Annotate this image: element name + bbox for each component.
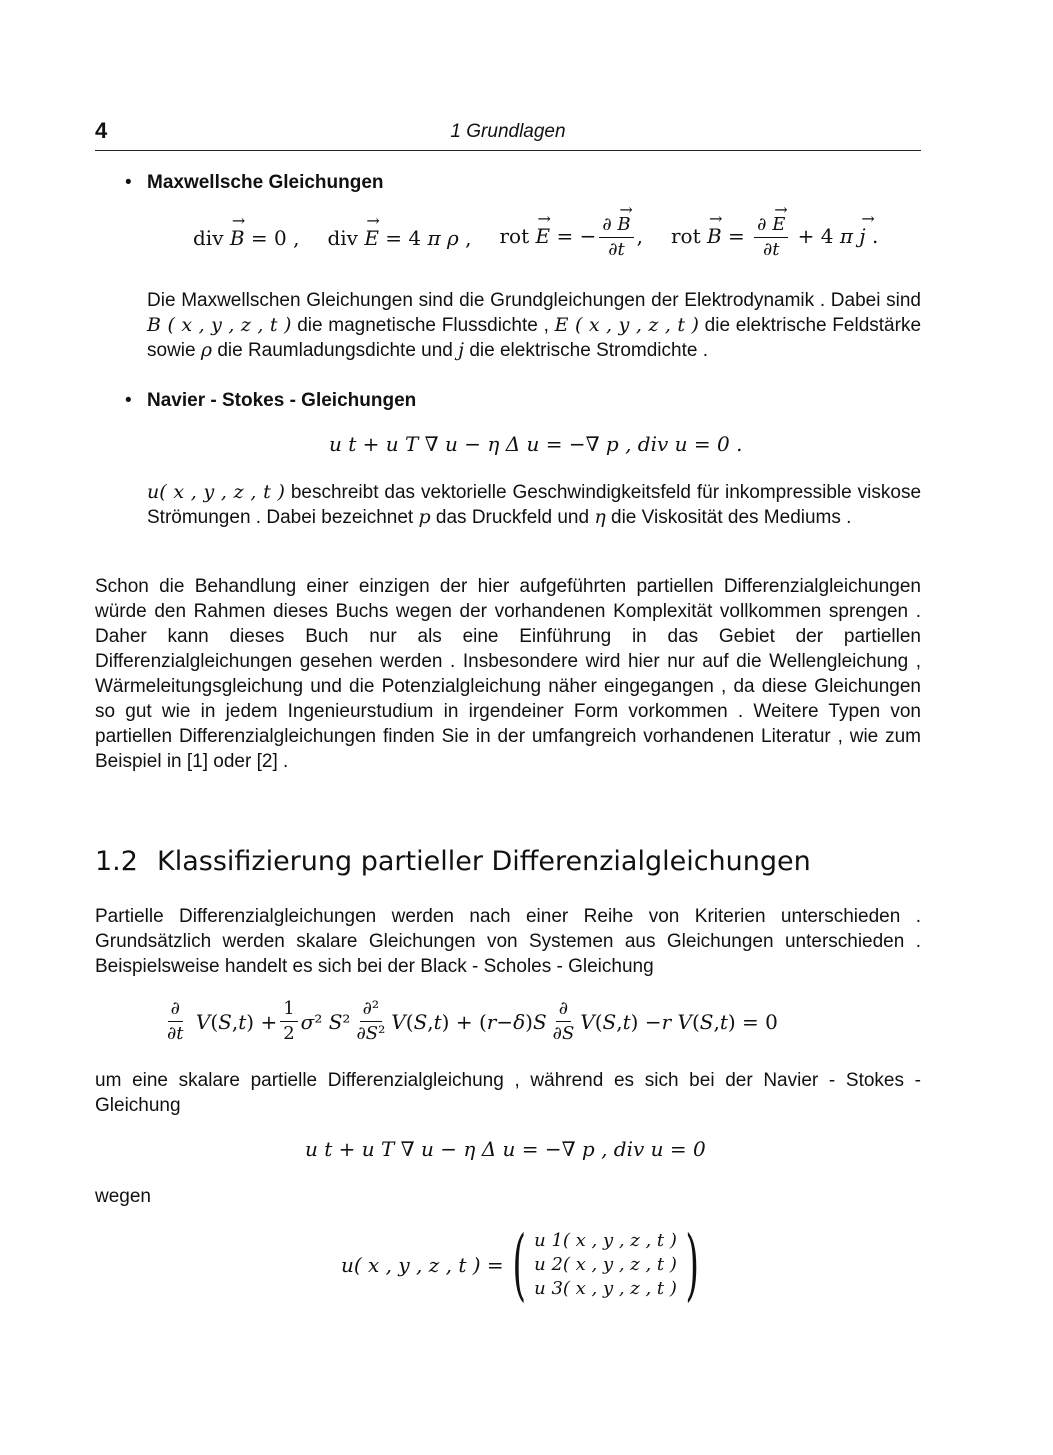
navier-equation-2: u t + u T ∇ u − η Δ u = −∇ p , div u = 0 [305,1137,706,1161]
column-vector: ( u 1( x , y , z , t ) u 2( x , y , z , t ) u 3( x , y , z , t ) ) [512,1220,699,1310]
section-number: 1.2 [95,846,138,877]
bullet-dot: • [125,172,132,193]
bullet-title-text: Maxwellsche Gleichungen [147,172,384,193]
bullet-navier-title [125,390,416,412]
vector-row: u 1( x , y , z , t ) [534,1230,677,1251]
vector-row: u 2( x , y , z , t ) [534,1254,677,1275]
paragraph-scope: Schon die Behandlung einer einzigen der hier aufgeführten partiellen Differenzialgleichungen würde den Rahmen dieses Buchs wegen der vorhandenen Komplexität vollkommen sprengen . Daher kann dieses Buch nur als eine Einführung in das Gebiet der partiellen Differenzialgleichungen gesehen werden . Insbesondere wird hier nur auf die Wellengleichung , Wärmeleitungsgleichung und die Potenzialgleichung näher eingegangen , da diese Gleichungen so gut wie in jedem Ingenieurstudium in irgendeiner Form vorkommen . Weitere Typen von partiellen Differenzialgleichungen finden Sie in der umfangreich vorhandenen Literatur , wie zum Beispiel in [1] oder [2] . [95,576,921,772]
bullet-dot: • [125,390,132,411]
maxwell-eq1: div → B = 0 , [193,226,299,250]
black-scholes-equation: $\frac{\partial}{\partial t}$ V ( S , t ) + $\frac{1}{2}$ σ ² S ² $\frac{\text{∂²}}{\text{∂S²}}$ V ( S , t ) + ( r − δ ) S $\frac{\partial}{\partial S}$ V ( S , t ) − r V ( S , t ) = 0 [167,998,778,1044]
maxwell-equations [193,214,878,261]
paragraph-scalar: um eine skalare partielle Differenzialgleichung , während es sich bei der Navier - Stokes - Gleichung [95,1070,921,1116]
page-number: 4 [95,118,108,143]
document-page [95,0,921,1455]
running-header [95,118,921,151]
paragraph-wegen: wegen [95,1186,151,1207]
vector-row: u 3( x , y , z , t ) [534,1278,677,1299]
vector-definition [341,1220,707,1310]
maxwell-description: Die Maxwellschen Gleichungen sind die Grundgleichungen der Elektrodynamik . Dabei sind B ( x , y , z , t ) die magnetische Flussdichte , E ( x , y , z , t ) die elektrische Feldstärke sowie ρ die Raumladungsdichte und j die elektrische Stromdichte . [147,290,922,361]
maxwell-eq3: rot → E = − $\frac{\partial \to B}{\partial t}$ , [500,214,643,261]
maxwell-eq2: div → E = 4 π ρ , [327,226,471,250]
maxwell-eq4: rot → B = $\frac{\partial \to E}{\partial t}$ + 4 π → j . [671,214,878,261]
navier-equation-1: u t + u T ∇ u − η Δ u = −∇ p , div u = 0 . [329,432,743,456]
chapter-title: 1 Grundlagen [450,121,566,142]
section-title: Klassifizierung partieller Differenzialgleichungen [157,846,811,877]
bullet-maxwell-title [125,172,384,194]
section-heading [95,846,811,877]
navier-description: u( x , y , z , t ) beschreibt das vektorielle Geschwindigkeitsfeld für inkompressible viskose Strömungen . Dabei bezeichnet p das Druckfeld und η die Viskosität des Mediums . [147,481,922,528]
vector-lhs: u( x , y , z , t ) = [341,1253,504,1277]
paragraph-classification: Partielle Differenzialgleichungen werden nach einer Reihe von Kriterien unterschieden . Grundsätzlich werden skalare Gleichungen von Systemen aus Gleichungen unterschieden . Beispielsweise handelt es sich bei der Black - Scholes - Gleichung [95,906,921,977]
bullet-title-text: Navier - Stokes - Gleichungen [147,390,417,411]
